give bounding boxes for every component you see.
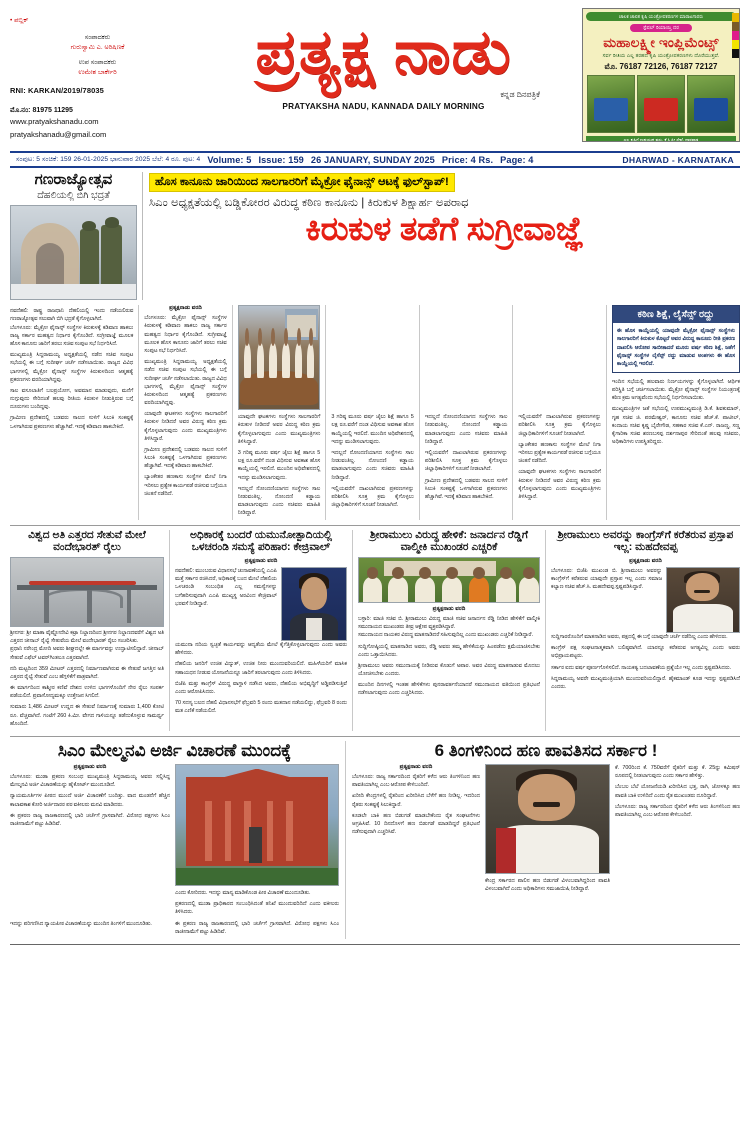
row3-headline-1: ಸಿಎಂ ಮೇಲ್ಮನವಿ ಅರ್ಜಿ ವಿಚಾರಣೆ ಮುಂದಕ್ಕೆ xyxy=(57,740,292,760)
col7-para-2: ಮುಖ್ಯಮಂತ್ರಿಗಳ ಜತೆ ಸಭೆಯಲ್ಲಿ ಉಪಮುಖ್ಯಮಂತ್ರಿ ಡಿ.ಕೆ. ಶಿವಕುಮಾರ್, ಗೃಹ ಸಚಿವ ಜಿ. ಪರಮೇಶ್ವರ್, ಕಾನೂನು ಸಚಿವ ಹೆಚ್.ಕೆ. ಪಾಟೀಲ್, ಕಂದಾಯ ಸಚಿವ ಕೃಷ್ಣ ಬೈರೇಗೌಡ, ಸಹಕಾರ ಸಚಿವ ಕೆ.ಎನ್. ರಾಜಣ್ಣ, ಸಣ್ಣ ಕೈಗಾರಿಕಾ ಸಚಿವ ಶರಣಬಸಪ್ಪ ದರ್ಶನಾಪುರ ಸೇರಿದಂತೆ ಹಲವು ಸಚಿವರು, ಅಧಿಕಾರಿಗಳು ಉಪಸ್ಥಿತರಿದ್ದರು. xyxy=(611,406,740,446)
photo-spacer-3 xyxy=(518,305,601,413)
republic-day-sidebar xyxy=(10,172,143,300)
page-count-label: Page: 4 xyxy=(500,154,534,165)
col2-para-2: ಮುಖ್ಯಮಂತ್ರಿ ಸಿದ್ದರಾಮಯ್ಯ ಅಧ್ಯಕ್ಷತೆಯಲ್ಲಿ ನಡೆದ ಸಚಿವ ಸಂಪುಟ ಸಭೆಯಲ್ಲಿ ಈ ಬಗ್ಗೆ ಸುದೀರ್ಘ ಚರ್ಚೆ ನಡೆಸಲಾಯಿತು. ರಾಜ್ಯದ ವಿವಿಧ ಭಾಗಗಳಲ್ಲಿ ಮೈಕ್ರೋ ಫೈನಾನ್ಸ್ ಸಂಸ್ಥೆಗಳ ಕಿರುಕುಳದಿಂದ ಆತ್ಮಹತ್ಯೆ ಪ್ರಕರಣಗಳು ವರದಿಯಾಗಿದ್ದವು. xyxy=(144,359,227,407)
ad-product-trailer-image xyxy=(687,75,735,133)
row3-s2-flow xyxy=(352,764,740,896)
col1-para-1: ಬೆಂಗಳೂರು: ಮೈಕ್ರೋ ಫೈನಾನ್ಸ್ ಸಂಸ್ಥೆಗಳ ಕಿರುಕುಳಕ್ಕೆ ಕಡಿವಾಣ ಹಾಕಲು ರಾಜ್ಯ ಸರ್ಕಾರ ಮಹತ್ವದ ನಿರ್ಧಾರ ಕೈಗೊಂಡಿದೆ. ಸುಗ್ರೀವಾಜ್ಞೆ ಮೂಲಕ ಹೊಸ ಕಾನೂನು ಜಾರಿಗೆ ತರಲು ಸಚಿವ ಸಂಪುಟ ಸಭೆ ನಿರ್ಧರಿಸಿದೆ. xyxy=(10,324,134,347)
row3-s2-para-2: ಖರೀದಿ ಕೇಂದ್ರಗಳಲ್ಲಿ ರೈತರಿಂದ ಖರೀದಿಸಿದ ಬೆಳೆಗೆ ಹಣ ನೀಡಿಲ್ಲ. ಇದರಿಂದ ರೈತರು ಸಂಕಷ್ಟಕ್ಕೆ ಸಿಲುಕಿದ್ದಾರೆ. xyxy=(352,793,480,808)
row2-headline-4: ಶ್ರೀರಾಮುಲು ಅವರನ್ನು ಕಾಂಗ್ರೆಸ್‌ಗೆ ಕರೆತರುವ ಪ್ರಸ್ತಾಪ ಇಲ್ಲ: ಮಹದೇವಪ್ಪ xyxy=(557,529,734,554)
ad-discount-tag: ಸ್ಪೆಷಲ್ ರಿಯಾಯ್ತಿ ದರ xyxy=(630,24,692,32)
row2-s1-para-3: ಈ ಮಾರ್ಗದಿಂದ ಕಾಶ್ಮೀರ ಕಣಿವೆ ದೇಶದ ಉಳಿದ ಭಾಗಗಳೊಂದಿಗೆ ನೇರ ರೈಲು ಸಂಪರ್ಕ ಪಡೆಯಲಿದೆ. ಪ್ರವಾಸೋದ್ಯಮಕ್ಕೂ ಉತ್ತೇಜನ ಸಿಗಲಿದೆ. xyxy=(10,685,164,700)
row2-story-4 xyxy=(546,530,740,731)
byline-row3-s1: ಪ್ರತ್ಯಕ್ಷನಾಡು ವರದಿ xyxy=(73,764,107,770)
row2-s4-caption: ಬೆಂಗಳೂರು: ಬಿಜೆಪಿ ಮುಖಂಡ ಬಿ. ಶ್ರೀರಾಮುಲು ಅವರನ್ನು ಕಾಂಗ್ರೆಸ್‌ಗೆ ಕರೆತರುವ ಯಾವುದೇ ಪ್ರಸ್ತಾಪ ಇಲ್ಲ ಎಂದು ಸಮಾಜ ಕಲ್ಯಾಣ ಸಚಿವ ಹೆಚ್.ಸಿ. ಮಹದೇವಪ್ಪ ಸ್ಪಷ್ಟಪಡಿಸಿದ್ದಾರೆ. xyxy=(551,568,662,591)
masthead-website[interactable]: www.pratyakshanadu.com xyxy=(10,117,99,127)
row3-s1-para-6: ಇದನ್ನು ಪರಿಗಣಿಸಿದ ನ್ಯಾಯಪೀಠ ವಿಚಾರಣೆಯನ್ನು ಮುಂದಿನ ತಿಂಗಳಿಗೆ ಮುಂದೂಡಿತು. xyxy=(10,920,152,927)
face-shape xyxy=(301,577,328,610)
row2-story-3 xyxy=(353,530,546,731)
republic-day-kicker: ಗಣರಾಜ್ಯೋತ್ಸವ xyxy=(34,171,113,188)
ad-description: ಸರ್ವ ರೀತಿಯ ಎಲ್ಲ ತರಹದ ಕೃಷಿ ಯಂತ್ರೋಪಕರಣಗಳು ದೊರೆಯುತ್ತವೆ. xyxy=(602,53,720,59)
page-bottom-rule xyxy=(10,944,740,945)
col3-para-1: ಯಾವುದೇ ಘಟಕಗಳು ಸಂಸ್ಥೆಗಳು ಸಾಲಗಾರರಿಗೆ ಕಿರುಕುಳ ನೀಡಿದರೆ ಅವರ ವಿರುದ್ಧ ಕಠಿಣ ಕ್ರಮ ಕೈಗೊಳ್ಳಲಾಗುವುದು ಎಂದು ಮುಖ್ಯಮಂತ್ರಿಗಳು ತಿಳಿಸಿದ್ದಾರೆ. xyxy=(237,414,321,445)
row3-s1-para-4: ಎಂದು ಕೋರಿದರು. ಇದನ್ನು ಮಾನ್ಯ ಮಾಡಿಕೊಂಡ ಪೀಠ ವಿಚಾರಣೆ ಮುಂದೂಡಿತು. xyxy=(175,890,311,896)
row3-s1-para-1: ಬೆಂಗಳೂರು: ಮುಡಾ ಪ್ರಕರಣ ಸಂಬಂಧ ಮುಖ್ಯಮಂತ್ರಿ ಸಿದ್ದರಾಮಯ್ಯ ಅವರು ಸಲ್ಲಿಸಿದ್ದ ಮೇಲ್ಮನವಿ ಅರ್ಜಿ ವಿಚಾರಣೆಯನ್ನು ಹೈಕೋರ್ಟ್ ಮುಂದೂಡಿದೆ. xyxy=(10,774,170,789)
row2-s4-para-3: ಸರ್ಕಾರ ಐದು ವರ್ಷ ಪೂರ್ಣಗೊಳಿಸಲಿದೆ. ನಾಯಕತ್ವ ಬದಲಾವಣೆಯ ಪ್ರಶ್ನೆಯೇ ಇಲ್ಲ ಎಂದು ಸ್ಪಷ್ಟಪಡಿಸಿದರು. xyxy=(551,664,732,671)
group-person-3 xyxy=(415,577,435,603)
col4-para-3: ಇಲ್ಲಿಯವರೆಗೆ ದಾಖಲಾಗಿರುವ ಪ್ರಕರಣಗಳನ್ನು ಪರಿಶೀಲಿಸಿ ಸೂಕ್ತ ಕ್ರಮ ಕೈಗೊಳ್ಳಲು ಜಿಲ್ಲಾಧಿಕಾರಿಗಳಿಗೆ ಸೂಚನೆ ನೀಡಲಾಗಿದೆ. xyxy=(331,485,414,509)
date-english: 26 JANUARY, SUNDAY 2025 xyxy=(310,154,435,165)
group-person-1 xyxy=(363,577,383,603)
editor-title-1: ಸಂಪಾದಕರು xyxy=(84,34,111,42)
row-3 xyxy=(10,741,740,939)
byline-row2-s4: ಪ್ರತ್ಯಕ್ಷನಾಡು ವರದಿ xyxy=(629,558,662,565)
row3-s2-para-4: ಕೇಂದ್ರ ಸರ್ಕಾರದ ಪಾಲಿನ ಹಣ ಬಿಡುಗಡೆ ವಿಳಂಬವಾಗಿದ್ದರಿಂದ ಪಾವತಿ ವಿಳಂಬವಾಗಿದೆ ಎಂದು ಅಧಿಕಾರಿಗಳು ಸಮಜಾಯಿಷಿ ನೀಡಿದ್ದಾರೆ. xyxy=(485,878,610,893)
editor-block-1 xyxy=(10,33,185,53)
col4-para-2: ಇದಲ್ಲದೆ ನೋಂದಣಿಯಾಗದ ಸಂಸ್ಥೆಗಳು ಸಾಲ ನೀಡುವಂತಿಲ್ಲ. ನೋಂದಣಿ ಕಡ್ಡಾಯ ಮಾಡಲಾಗುವುದು ಎಂದು ಸಚಿವರು ಮಾಹಿತಿ ನೀಡಿದ್ದಾರೆ. xyxy=(331,449,414,481)
minister-moustache-shape xyxy=(533,802,560,807)
col5-para-3: ಗ್ರಾಮೀಣ ಪ್ರದೇಶದಲ್ಲಿ ಬಡವರು ಸಾಲದ ಸುಳಿಗೆ ಸಿಲುಕಿ ಸಂಕಷ್ಟಕ್ಕೆ ಒಳಗಾಗಿರುವ ಪ್ರಕರಣಗಳು ಹೆಚ್ಚಾಗಿವೆ. ಇದಕ್ಕೆ ಕಡಿವಾಣ ಹಾಕಬೇಕಿದೆ. xyxy=(424,477,508,500)
row2-headline-3: ಶ್ರೀರಾಮುಲು ವಿರುದ್ಧ ಹೇಳಿಕೆ: ಜನಾರ್ದನ ರೆಡ್ಡಿಗೆ ವಾಲ್ಮೀಕಿ ಮುಖಂಡರ ಎಚ್ಚರಿಕೆ xyxy=(370,529,528,554)
statue-shape xyxy=(249,827,262,863)
group-person-4 xyxy=(442,577,462,603)
garden-shape xyxy=(176,868,338,885)
row2-s2-para-4: 70 ಸದಸ್ಯ ಬಲದ ದೆಹಲಿ ವಿಧಾನಸಭೆಗೆ ಫೆಬ್ರವರಿ 5 ರಂದು ಮತದಾನ ನಡೆಯಲಿದ್ದು, ಫೆಬ್ರವರಿ 8 ರಂದು ಮತ ಎಣಿಕೆ ನಡೆಯಲಿದೆ. xyxy=(175,700,347,715)
row2-s1-para-1: ಪ್ರಧಾನಿ ನರೇಂದ್ರ ಮೋದಿ ಅವರು ಶೀಘ್ರದಲ್ಲೇ ಈ ಮಾರ್ಗವನ್ನು ಉದ್ಘಾಟಿಸಲಿದ್ದಾರೆ. ಚೀನಾಬ್ ಸೇತುವೆ ಎಫೆಲ್ ಟವರ್‌ಗಿಂತಲೂ ಎತ್ತರವಾಗಿದೆ. xyxy=(10,646,164,661)
row2-s4-para-1: ಸುದ್ದಿಗಾರರೊಂದಿಗೆ ಮಾತನಾಡಿದ ಅವರು, ಪಕ್ಷದಲ್ಲಿ ಈ ಬಗ್ಗೆ ಯಾವುದೇ ಚರ್ಚೆ ನಡೆದಿಲ್ಲ ಎಂದು ಹೇಳಿದರು. xyxy=(551,634,728,641)
minister-scarf-shape xyxy=(496,828,516,873)
row3-s1-para-5: ಪ್ರಕರಣದಲ್ಲಿ ಮುಡಾ ಪ್ರಾಧಿಕಾರದ ಸಂಬಂಧಿಸಿದಂತೆ ತನಿಖೆ ಮುಂದುವರಿದಿದೆ ಎಂದು ವಕೀಲರು ತಿಳಿಸಿದರು. xyxy=(175,901,339,916)
lead-main-headline: ಕಿರುಕುಳ ತಡೆಗೆ ಸುಗ್ರೀವಾಜ್ಞೆ xyxy=(305,209,584,247)
kurta-shape xyxy=(673,604,733,632)
harsh-punishment-box-body: ಈ ಹೊಸ ಕಾಯ್ದೆಯಲ್ಲಿ ಯಾವುದೇ ಮೈಕ್ರೋ ಫೈನಾನ್ಸ್ ಸಂಸ್ಥೆಗಳು ಸಾಲಗಾರರಿಗೆ ಕಿರುಕುಳ ಕೊಟ್ಟರೆ ಅವರ ವಿರುದ್ಧ ಕಾನೂನು ರೀತಿ ಪ್ರಕರಣ ದಾಖಲಿಸಿ ಆರೋಪ ಸಾಬೀತಾದರೆ ಮೂರು ವರ್ಷ ಕಠಿಣ ಶಿಕ್ಷೆ, ಜತೆಗೆ ಫೈನಾನ್ಸ್ ಸಂಸ್ಥೆಗಳ ಲೈಸೆನ್ಸ್ ರದ್ದು ಮಾಡುವ ಅಂಶಗಳು ಈ ಹೊಸ ಕಾಯ್ದೆಯಲ್ಲಿ ಇರಲಿದೆ. xyxy=(616,328,735,367)
place-label: DHARWAD - KARNATAKA xyxy=(622,154,734,165)
republic-day-subhead: ದೆಹಲಿಯಲ್ಲಿ ಬಿಗಿ ಭದ್ರತೆ xyxy=(37,189,110,201)
bridge-pier-2 xyxy=(87,590,92,623)
row2-s2-flow xyxy=(175,567,347,641)
col7-para-1: ಇಂದಿನ ಸಭೆಯಲ್ಲಿ ಹಲವಾರು ನಿರ್ಣಯಗಳನ್ನು ಕೈಗೊಳ್ಳಲಾಗಿದೆ. ಆರ್ಥಿಕ ಪರಿಸ್ಥಿತಿ ಬಗ್ಗೆ ಚರ್ಚಿಸಲಾಯಿತು. ಮೈಕ್ರೋ ಫೈನಾನ್ಸ್ ಸಂಸ್ಥೆಗಳ ನಿಯಂತ್ರಣಕ್ಕೆ ಕಠಿಣ ಕ್ರಮ ಅಗತ್ಯವೆಂದು ಸಭೆಯಲ್ಲಿ ನಿರ್ಧರಿಸಲಾಯಿತು. xyxy=(611,378,740,402)
republic-day-caption: ನವದೆಹಲಿ: ರಾಷ್ಟ್ರ ರಾಜಧಾನಿ ದೆಹಲಿಯಲ್ಲಿ ಇಂದು ನಡೆಯಲಿರುವ ಗಣರಾಜ್ಯೋತ್ಸವ ಸಲುವಾಗಿ ಬಿಗಿ ಭದ್ರತೆ ಕೈಗೊಳ್ಳಲಾಗಿದೆ. xyxy=(10,308,134,322)
row2-story-2 xyxy=(170,530,353,731)
row3-s2-para-7: ಬೆಂಗಳೂರು: ರಾಜ್ಯ ಸರ್ಕಾರದಿಂದ ರೈತರಿಗೆ ಕಳೆದ ಆರು ತಿಂಗಳಿನಿಂದ ಹಣ ಪಾವತಿಯಾಗಿಲ್ಲ ಎಂಬ ಆರೋಪ ಕೇಳಿಬಂದಿದೆ. xyxy=(615,803,740,818)
column-2 xyxy=(139,305,233,520)
karnataka-high-court-photo xyxy=(175,764,339,886)
byline-row2-s2: ಪ್ರತ್ಯಕ್ಷನಾಡು ವರದಿ xyxy=(244,558,278,565)
india-gate-shape xyxy=(21,223,79,290)
photo-spacer xyxy=(331,305,414,413)
highlight-banner: ಹೊಸ ಕಾನೂನು ಜಾರಿಯಿಂದ ಸಾಲಗಾರರಿಗೆ ಮೈಕ್ರೋ ಫೈನಾನ್ಸ್ ಆಟಕ್ಕೆ ಫುಲ್‌ಸ್ಟಾಪ್! xyxy=(149,173,455,192)
row2-s1-para-4: ಸುಮಾರು 1,486 ಮೀಟರ್ ಉದ್ದದ ಈ ಸೇತುವೆ ನಿರ್ಮಾಣಕ್ಕೆ ಸುಮಾರು 1,400 ಕೋಟಿ ರೂ. ವೆಚ್ಚವಾಗಿದೆ. ಗಂಟೆಗೆ 260 ಕಿ.ಮೀ. ವೇಗದ ಗಾಳಿಯನ್ನೂ ತಡೆದುಕೊಳ್ಳುವ ಸಾಮರ್ಥ್ಯ ಹೊಂದಿದೆ. xyxy=(10,704,164,727)
masthead-phone: ಮೊ.ನಂ: 81975 11295 xyxy=(10,106,73,114)
col3-para-3: ಇದಲ್ಲದೆ ನೋಂದಣಿಯಾಗದ ಸಂಸ್ಥೆಗಳು ಸಾಲ ನೀಡುವಂತಿಲ್ಲ. ನೋಂದಣಿ ಕಡ್ಡಾಯ ಮಾಡಲಾಗುವುದು ಎಂದು ಸಚಿವರು ಮಾಹಿತಿ ನೀಡಿದ್ದಾರೆ. xyxy=(237,485,321,517)
row3-s1-bottom-right xyxy=(175,920,339,939)
row2-s4-flow xyxy=(551,567,740,633)
row3-s1-right xyxy=(175,764,339,920)
editor-name-2: ಉಮೇಶ ಬಾರ್ಕೇರಿ xyxy=(78,69,117,77)
row2-s4-text-left xyxy=(551,567,662,633)
row3-s2-para-1: ಬೆಂಗಳೂರು: ರಾಜ್ಯ ಸರ್ಕಾರದಿಂದ ರೈತರಿಗೆ ಕಳೆದ ಆರು ತಿಂಗಳಿನಿಂದ ಹಣ ಪಾವತಿಯಾಗಿಲ್ಲ ಎಂಬ ಆರೋಪ ಕೇಳಿಬಂದಿದೆ. xyxy=(352,774,480,789)
column-4 xyxy=(326,305,420,520)
col5-para-1: ಇದಲ್ಲದೆ ನೋಂದಣಿಯಾಗದ ಸಂಸ್ಥೆಗಳು ಸಾಲ ನೀಡುವಂತಿಲ್ಲ. ನೋಂದಣಿ ಕಡ್ಡಾಯ ಮಾಡಲಾಗುವುದು ಎಂದು ಸಚಿವರು ಮಾಹಿತಿ ನೀಡಿದ್ದಾರೆ. xyxy=(424,414,508,445)
rni-number: RNI: KARKAN/2019/78035 xyxy=(10,86,104,96)
row2-s3-para-4: ಮುಂದಿನ ದಿನಗಳಲ್ಲಿ ಇಂತಹ ಹೇಳಿಕೆಗಳು ಪುನರಾವರ್ತನೆಯಾದರೆ ಸಮುದಾಯದ ವತಿಯಿಂದ ಪ್ರತಿಭಟನೆ ನಡೆಸಲಾಗುವುದು ಎಂದು ಎಚ್ಚರಿಸಿದರು. xyxy=(358,682,540,697)
editor-name-1: ಗುರುಸ್ವಾಮಿ ಎ. ಅರಿಷಿಣಕೆ xyxy=(70,44,125,52)
lead-headline-block xyxy=(143,172,740,300)
court-column-1 xyxy=(205,801,211,861)
person-4 xyxy=(282,343,289,378)
row2-s2-para-3: ಬಿಜೆಪಿ ಮತ್ತು ಕಾಂಗ್ರೆಸ್ ವಿರುದ್ಧ ವಾಗ್ದಾಳಿ ನಡೆಸಿದ ಅವರು, ದೆಹಲಿಯ ಅಭಿವೃದ್ಧಿಗೆ ಅಡ್ಡಿಪಡಿಸುತ್ತಿವೆ ಎಂದು ಆರೋಪಿಸಿದರು. xyxy=(175,680,347,695)
lead-subheadline: ಸಿಎಂ ಅಧ್ಯಕ್ಷತೆಯಲ್ಲಿ ಬಡ್ಡಿಕೋರರ ವಿರುದ್ಧ ಕಠಿಣ ಕಾನೂನು | ಕಿರುಕುಳ ಶಿಕ್ಷಾರ್ಹ ಅಪರಾಧ xyxy=(149,196,469,210)
row3-s2-para-3: ಕೂಡಲೇ ಬಾಕಿ ಹಣ ಬಿಡುಗಡೆ ಮಾಡಬೇಕೆಂದು ರೈತ ಸಂಘಟನೆಗಳು ಆಗ್ರಹಿಸಿವೆ. 10 ದಿನದೊಳಗೆ ಹಣ ಬಿಡುಗಡೆ ಮಾಡದಿದ್ದರೆ ಪ್ರತಿಭಟನೆ ನಡೆಸುವುದಾಗಿ ಎಚ್ಚರಿಸಿವೆ. xyxy=(352,812,480,836)
masthead xyxy=(10,8,740,148)
col6-para-3: ಯಾವುದೇ ಘಟಕಗಳು ಸಂಸ್ಥೆಗಳು ಸಾಲಗಾರರಿಗೆ ಕಿರುಕುಳ ನೀಡಿದರೆ ಅವರ ವಿರುದ್ಧ ಕಠಿಣ ಕ್ರಮ ಕೈಗೊಳ್ಳಲಾಗುವುದು ಎಂದು ಮುಖ್ಯಮಂತ್ರಿಗಳು ತಿಳಿಸಿದ್ದಾರೆ. xyxy=(518,469,601,500)
row3-headline-2: 6 ತಿಂಗಳಿನಿಂದ ಹಣ ಪಾವತಿಸದ ಸರ್ಕಾರ ! xyxy=(434,740,658,760)
row2-s2-text-left xyxy=(175,567,277,641)
row3-s1-bottom xyxy=(10,920,339,939)
row2-s4-para-2: ಕಾಂಗ್ರೆಸ್ ಪಕ್ಷ ಸಂಘಟನಾತ್ಮಕವಾಗಿ ಬಲಿಷ್ಠವಾಗಿದೆ. ಯಾರನ್ನೂ ಕರೆತರುವ ಅಗತ್ಯವಿಲ್ಲ ಎಂದು ಅವರು ಅಭಿಪ್ರಾಯಪಟ್ಟರು. xyxy=(551,645,740,660)
row2-s2-caption: ನವದೆಹಲಿ: ಮುಂಬರುವ ವಿಧಾನಸಭೆ ಚುನಾವಣೆಯಲ್ಲಿ ಎಎಪಿ ಮತ್ತೆ ಸರ್ಕಾರ ರಚಿಸಿದರೆ, ಅಧಿಕಾರಕ್ಕೆ ಬಂದ ಮೇಲೆ ದೆಹಲಿಯ ಒಳಚರಂಡಿ ಸಂಬಂಧಿತ ಎಲ್ಲ ಸಮಸ್ಯೆಗಳನ್ನು ಬಗೆಹರಿಸುವುದಾಗಿ ಎಎಪಿ ಮುಖ್ಯಸ್ಥ ಅರವಿಂದ ಕೇಜ್ರಿವಾಲ್ ಭರವಸೆ ನೀಡಿದ್ದಾರೆ. xyxy=(175,568,277,607)
col3-para-2: 3 ಗರಿಷ್ಠ ಮೂರು ವರ್ಷ ಜೈಲು ಶಿಕ್ಷೆ ಹಾಗೂ 5 ಲಕ್ಷ ರೂ.ವರೆಗೆ ದಂಡ ವಿಧಿಸುವ ಅವಕಾಶ ಹೊಸ ಕಾಯ್ದೆಯಲ್ಲಿ ಇರಲಿದೆ. ಮುಂದಿನ ಅಧಿವೇಶನದಲ್ಲಿ ಇದನ್ನು ಮಂಡಿಸಲಾಗುವುದು. xyxy=(237,449,321,481)
col1-para-3: ಸಾಲ ವಸೂಲಾತಿಗೆ ಬಲಪ್ರಯೋಗ, ಅವಮಾನ ಮಾಡುವುದು, ಮನೆಗೆ ನುಗ್ಗುವುದು ಸೇರಿದಂತೆ ಹಲವು ರೀತಿಯ ಕಿರುಕುಳ ನೀಡುತ್ತಿರುವ ಬಗ್ಗೆ ದೂರುಗಳು ಬಂದಿದ್ದವು. xyxy=(10,387,134,411)
minister-face-shape xyxy=(518,774,575,822)
row2-s2-para-2: ದೆಹಲಿಯ ಜನರಿಗೆ ಉಚಿತ ವಿದ್ಯುತ್, ಉಚಿತ ನೀರು ಮುಂದುವರಿಯಲಿದೆ. ಮಹಿಳೆಯರಿಗೆ ಮಾಸಿಕ ಸಹಾಯಧನ ನೀಡುವ ಯೋಜನೆಯನ್ನೂ ಜಾರಿಗೆ ತರಲಾಗುವುದು ಎಂದು ತಿಳಿಸಿದರು. xyxy=(175,661,347,676)
byline-row3-s2: ಪ್ರತ್ಯಕ್ಷನಾಡು ವರದಿ xyxy=(399,764,433,770)
row3-story-2 xyxy=(346,741,740,939)
byline-col2: ಪ್ರತ್ಯಕ್ಷನಾಡು ವರದಿ xyxy=(169,305,202,312)
chenab-bridge-photo xyxy=(10,557,164,627)
row-2 xyxy=(10,530,740,731)
row2-caption-3: ಬಳ್ಳಾರಿ: ಮಾಜಿ ಸಚಿವ ಬಿ. ಶ್ರೀರಾಮುಲು ವಿರುದ್ಧ ಮಾಜಿ ಸಚಿವ ಜನಾರ್ದನ ರೆಡ್ಡಿ ನೀಡಿದ ಹೇಳಿಕೆಗೆ ವಾಲ್ಮೀಕಿ ಸಮುದಾಯದ ಮುಖಂಡರು ತೀವ್ರ ಆಕ್ಷೇಪ ವ್ಯಕ್ತಪಡಿಸಿದ್ದಾರೆ. xyxy=(358,616,540,630)
issue-label: Issue: 159 xyxy=(258,154,304,165)
col2-para-1: ಬೆಂಗಳೂರು: ಮೈಕ್ರೋ ಫೈನಾನ್ಸ್ ಸಂಸ್ಥೆಗಳ ಕಿರುಕುಳಕ್ಕೆ ಕಡಿವಾಣ ಹಾಕಲು ರಾಜ್ಯ ಸರ್ಕಾರ ಮಹತ್ವದ ನಿರ್ಧಾರ ಕೈಗೊಂಡಿದೆ. ಸುಗ್ರೀವಾಜ್ಞೆ ಮೂಲಕ ಹೊಸ ಕಾನೂನು ಜಾರಿಗೆ ತರಲು ಸಚಿವ ಸಂಪುಟ ಸಭೆ ನಿರ್ಧರಿಸಿದೆ. xyxy=(144,315,227,354)
row2-headline-1: ವಿಶ್ವದ ಅತಿ ಎತ್ತರದ ಸೇತುವೆ ಮೇಲೆ ವಂದೇಭಾರತ್ ರೈಲು xyxy=(28,529,146,554)
row3-s2-para-5: ಕೆ. 700ರಿಂದ ಕೆ. 750ವರೆಗೆ ರೈತರಿಗೆ ಮತ್ತು ಕೆ. 25ನ್ನು ಕಮಿಷನ್ ರೂಪದಲ್ಲಿ ನೀಡಲಾಗುವುದು ಎಂದು ಸರ್ಕಾರ ಹೇಳಿತ್ತು. xyxy=(615,765,740,780)
bridge-pier-3 xyxy=(127,590,132,623)
editor-block-2 xyxy=(10,58,185,78)
row2-s3-para-1: ಸಮುದಾಯದ ನಾಯಕರ ವಿರುದ್ಧ ಮಾತನಾಡಿದರೆ ಸಹಿಸುವುದಿಲ್ಲ ಎಂದು ಮುಖಂಡರು ಎಚ್ಚರಿಕೆ ನೀಡಿದ್ದಾರೆ. xyxy=(358,632,534,639)
row2-s2-para-1: ಯಮುನಾ ನದಿಯ ಸ್ವಚ್ಛತೆ ಕಾರ್ಯವನ್ನು ಆದ್ಯತೆಯ ಮೇಲೆ ಕೈಗೆತ್ತಿಕೊಳ್ಳಲಾಗುವುದು ಎಂದು ಅವರು ಹೇಳಿದರು. xyxy=(175,642,347,657)
col2-para-3: ಯಾವುದೇ ಘಟಕಗಳು ಸಂಸ್ಥೆಗಳು ಸಾಲಗಾರರಿಗೆ ಕಿರುಕುಳ ನೀಡಿದರೆ ಅವರ ವಿರುದ್ಧ ಕಠಿಣ ಕ್ರಮ ಕೈಗೊಳ್ಳಲಾಗುವುದು ಎಂದು ಮುಖ್ಯಮಂತ್ರಿಗಳು ತಿಳಿಸಿದ್ದಾರೆ. xyxy=(144,411,227,442)
valmiki-leaders-meeting-photo xyxy=(358,557,540,603)
court-column-5 xyxy=(286,801,292,861)
masthead-left-info xyxy=(10,8,185,141)
main-columns xyxy=(10,305,740,520)
person-6 xyxy=(307,343,314,378)
person-5 xyxy=(295,343,302,378)
date-info-bar xyxy=(10,151,740,168)
col6-para-2: ಬ್ಯಾಂಕೇತರ ಹಣಕಾಸು ಸಂಸ್ಥೆಗಳ ಮೇಲೆ ನಿಗಾ ಇರಿಸಲು ಪ್ರತ್ಯೇಕ ಕಾರ್ಯಪಡೆ ರಚಿಸುವ ಬಗ್ಗೆಯೂ ಚಿಂತನೆ ನಡೆದಿದೆ. xyxy=(518,441,601,465)
soldier-head-2 xyxy=(105,217,119,227)
column-6 xyxy=(513,305,607,520)
col2-para-4: ಗ್ರಾಮೀಣ ಪ್ರದೇಶದಲ್ಲಿ ಬಡವರು ಸಾಲದ ಸುಳಿಗೆ ಸಿಲುಕಿ ಸಂಕಷ್ಟಕ್ಕೆ ಒಳಗಾಗಿರುವ ಪ್ರಕರಣಗಳು ಹೆಚ್ಚಾಗಿವೆ. ಇದಕ್ಕೆ ಕಡಿವಾಣ ಹಾಕಬೇಕಿದೆ. xyxy=(144,446,227,470)
col6-para-1: ಇಲ್ಲಿಯವರೆಗೆ ದಾಖಲಾಗಿರುವ ಪ್ರಕರಣಗಳನ್ನು ಪರಿಶೀಲಿಸಿ ಸೂಕ್ತ ಕ್ರಮ ಕೈಗೊಳ್ಳಲು ಜಿಲ್ಲಾಧಿಕಾರಿಗಳಿಗೆ ಸೂಚನೆ ನೀಡಲಾಗಿದೆ. xyxy=(518,414,601,437)
group-person-2 xyxy=(388,577,408,603)
row3-s1-para-7: ಈ ಪ್ರಕರಣ ರಾಜ್ಯ ರಾಜಕಾರಣದಲ್ಲಿ ಭಾರಿ ಚರ್ಚೆಗೆ ಗ್ರಾಸವಾಗಿದೆ. ವಿರೋಧ ಪಕ್ಷಗಳು ಸಿಎಂ ರಾಜೀನಾಮೆಗೆ ಪಟ್ಟು ಹಿಡಿದಿವೆ. xyxy=(175,920,339,935)
kejriwal-photo xyxy=(281,567,347,641)
row3-s1-para-2: ನ್ಯಾಯಮೂರ್ತಿಗಳ ಪೀಠದ ಮುಂದೆ ಅರ್ಜಿ ವಿಚಾರಣೆಗೆ ಬಂದಿತ್ತು. ವಾದ ಮಂಡನೆಗೆ ಹೆಚ್ಚಿನ ಕಾಲಾವಕಾಶ ಕೋರಿ ಅರ್ಜಿದಾರರ ಪರ ವಕೀಲರು ಮನವಿ ಮಾಡಿದರು. xyxy=(10,793,170,808)
col1-para-2: ಮುಖ್ಯಮಂತ್ರಿ ಸಿದ್ದರಾಮಯ್ಯ ಅಧ್ಯಕ್ಷತೆಯಲ್ಲಿ ನಡೆದ ಸಚಿವ ಸಂಪುಟ ಸಭೆಯಲ್ಲಿ ಈ ಬಗ್ಗೆ ಸುದೀರ್ಘ ಚರ್ಚೆ ನಡೆಸಲಾಯಿತು. ರಾಜ್ಯದ ವಿವಿಧ ಭಾಗಗಳಲ್ಲಿ ಮೈಕ್ರೋ ಫೈನಾನ್ಸ್ ಸಂಸ್ಥೆಗಳ ಕಿರುಕುಳದಿಂದ ಆತ್ಮಹತ್ಯೆ ಪ್ರಕರಣಗಳು ವರದಿಯಾಗಿದ್ದವು. xyxy=(10,352,134,383)
court-column-2 xyxy=(225,801,231,861)
row3-s2-text-left xyxy=(352,764,480,896)
lead-story-block xyxy=(10,172,740,300)
row2-s3-para-2: ಸುದ್ದಿಗೋಷ್ಠಿಯಲ್ಲಿ ಮಾತನಾಡಿದ ಅವರು, ರೆಡ್ಡಿ ಅವರು ತಮ್ಮ ಹೇಳಿಕೆಯನ್ನು ಹಿಂಪಡೆದು ಕ್ಷಮೆಯಾಚಿಸಬೇಕು ಎಂದು ಒತ್ತಾಯಿಸಿದರು. xyxy=(358,643,540,658)
row3-story-1 xyxy=(10,741,346,939)
face-shape-2 xyxy=(686,573,719,601)
ad-product-images xyxy=(587,75,735,133)
row2-s4-para-4: ಸಿದ್ದರಾಮಯ್ಯ ಅವರೇ ಮುಖ್ಯಮಂತ್ರಿಯಾಗಿ ಮುಂದುವರಿಯಲಿದ್ದಾರೆ. ಹೈಕಮಾಂಡ್ ಕೂಡ ಇದನ್ನು ಸ್ಪಷ್ಟಪಡಿಸಿದೆ ಎಂದರು. xyxy=(551,675,740,690)
row3-s1-flow xyxy=(10,764,339,920)
ad-phone-numbers: ಮೊ. 76187 72126, 76187 72127 xyxy=(604,62,718,71)
column-7 xyxy=(607,305,740,520)
row3-s1-para-3: ಈ ಪ್ರಕರಣ ರಾಜ್ಯ ರಾಜಕಾರಣದಲ್ಲಿ ಭಾರಿ ಚರ್ಚೆಗೆ ಗ್ರಾಸವಾಗಿದೆ. ವಿರೋಧ ಪಕ್ಷಗಳು ಸಿಎಂ ರಾಜೀನಾಮೆಗೆ ಪಟ್ಟು ಹಿಡಿದಿವೆ. xyxy=(10,812,170,827)
harsh-punishment-box-title: ಕಠಿಣ ಶಿಕ್ಷೆ, ಲೈಸೆನ್ಸ್ ರದ್ದು xyxy=(613,306,739,323)
ad-footer: ಎಲ್ಲ ಕೃಷಿಗೆ ಉಪಯುಕ್ತ ವಸ್ತು, ಕೆ ಸಿ ಫ್ರೀ ಸೇವೆ, ಧಾರವಾಡ xyxy=(586,136,736,142)
row2-story-1 xyxy=(10,530,170,731)
col1-para-4: ಗ್ರಾಮೀಣ ಪ್ರದೇಶದಲ್ಲಿ ಬಡವರು ಸಾಲದ ಸುಳಿಗೆ ಸಿಲುಕಿ ಸಂಕಷ್ಟಕ್ಕೆ ಒಳಗಾಗಿರುವ ಪ್ರಕರಣಗಳು ಹೆಚ್ಚಾಗಿವೆ. ಇದಕ್ಕೆ ಕಡಿವಾಣ ಹಾಕಬೇಕಿದೆ. xyxy=(10,415,134,430)
court-column-4 xyxy=(267,801,273,861)
row3-s2-center xyxy=(485,764,610,896)
volume-label: Volume: 5 xyxy=(207,154,252,165)
masthead-advertisement[interactable] xyxy=(582,8,740,142)
soldier-head-1 xyxy=(82,221,96,231)
group-person-6 xyxy=(496,577,516,603)
col5-para-2: ಇಲ್ಲಿಯವರೆಗೆ ದಾಖಲಾಗಿರುವ ಪ್ರಕರಣಗಳನ್ನು ಪರಿಶೀಲಿಸಿ ಸೂಕ್ತ ಕ್ರಮ ಕೈಗೊಳ್ಳಲು ಜಿಲ್ಲಾಧಿಕಾರಿಗಳಿಗೆ ಸೂಚನೆ ನೀಡಲಾಗಿದೆ. xyxy=(424,449,508,473)
train-shape xyxy=(29,581,135,585)
row3-s2-para-6: ಬೆಂಬಲ ಬೆಲೆ ಯೋಜನೆಯಡಿ ಖರೀದಿಸಿದ ಭತ್ತ, ರಾಗಿ, ಜೋಳಕ್ಕೂ ಹಣ ಪಾವತಿ ಬಾಕಿ ಉಳಿದಿದೆ ಎಂದು ರೈತ ಮುಖಂಡರು ದೂರಿದ್ದಾರೆ. xyxy=(615,784,740,799)
masthead-contact xyxy=(10,105,185,141)
harsh-punishment-box xyxy=(612,305,740,373)
person-3 xyxy=(269,343,276,378)
price-label: Price: 4 Rs. xyxy=(441,154,494,165)
group-person-7 xyxy=(519,577,539,603)
shirt-shape xyxy=(306,618,321,640)
row2-headline-2: ಅಧಿಕಾರಕ್ಕೆ ಬಂದರೆ ಯಮುನೋತ್ಪಾದಿಯಲ್ಲಿ ಒಳಚರಂಡಿ ಸಮಸ್ಯೆ ಪರಿಹಾರ: ಕೇಜ್ರಿವಾಲ್ xyxy=(189,529,333,554)
editor-title-2: ಉಪ ಸಂಪಾದಕರು xyxy=(78,59,117,67)
moustache-shape xyxy=(694,590,710,593)
cabinet-meeting-photo xyxy=(238,305,321,410)
row3-s1-bottom-left xyxy=(10,920,170,939)
col2-para-5: ಬ್ಯಾಂಕೇತರ ಹಣಕಾಸು ಸಂಸ್ಥೆಗಳ ಮೇಲೆ ನಿಗಾ ಇರಿಸಲು ಪ್ರತ್ಯೇಕ ಕಾರ್ಯಪಡೆ ರಚಿಸುವ ಬಗ್ಗೆಯೂ ಚಿಂತನೆ ನಡೆದಿದೆ. xyxy=(144,474,227,497)
photo-spacer-2 xyxy=(425,305,508,413)
column-1 xyxy=(10,305,139,520)
masthead-bullet: • ಪಬ್ಲಿಕ್ xyxy=(10,17,29,24)
vehicle-shape xyxy=(11,284,136,300)
row3-s1-text-left xyxy=(10,764,170,920)
byline-row2-s3: ಪ್ರತ್ಯಕ್ಷನಾಡು ವರದಿ xyxy=(432,606,466,613)
col4-para-1: 3 ಗರಿಷ್ಠ ಮೂರು ವರ್ಷ ಜೈಲು ಶಿಕ್ಷೆ ಹಾಗೂ 5 ಲಕ್ಷ ರೂ.ವರೆಗೆ ದಂಡ ವಿಧಿಸುವ ಅವಕಾಶ ಹೊಸ ಕಾಯ್ದೆಯಲ್ಲಿ ಇರಲಿದೆ. ಮುಂದಿನ ಅಧಿವೇಶನದಲ್ಲಿ ಇದನ್ನು ಮಂಡಿಸಲಾಗುವುದು. xyxy=(331,414,414,445)
column-5 xyxy=(420,305,514,520)
masthead-center xyxy=(185,8,582,111)
tagline-english: PRATYAKSHA NADU, KANNADA DAILY MORNING xyxy=(282,102,485,111)
color-registration-strip xyxy=(732,13,739,58)
table-shape xyxy=(240,371,317,405)
mahadevappa-photo xyxy=(666,567,740,633)
bridge-pier-1 xyxy=(44,590,49,623)
bridge-arch xyxy=(44,588,123,608)
masthead-email[interactable]: pratyakshanadu@gmail.com xyxy=(10,129,107,139)
ad-top-banner: ಚಾಲಕ ಚಾಲಿತ ಕೃಷಿ ಯಂತ್ರೋಪಕರಣಗಳ ಮಾರಾಟಗಾರರು xyxy=(586,12,736,21)
group-person-5 xyxy=(469,577,489,603)
ad-company-name: ಮಹಾಲಕ್ಷ್ಮೀ ಇಂಪ್ಲಿಮೆಂಟ್ಸ್ xyxy=(603,35,719,50)
column-3 xyxy=(233,305,327,520)
date-kannada: ಸಂಪುಟ: 5 ಸಂಚಿಕೆ: 159 26-01-2025 ಭಾನುವಾರ 2025 ಬೆಲೆ: 4 ರೂ. ಪುಟ: 4 xyxy=(16,155,201,163)
republic-day-security-photo xyxy=(10,205,137,300)
person-1 xyxy=(244,343,251,378)
person-2 xyxy=(257,343,264,378)
row2-s1-para-2: ನದಿ ಮಟ್ಟದಿಂದ 359 ಮೀಟರ್ ಎತ್ತರದಲ್ಲಿ ನಿರ್ಮಾಣವಾಗಿರುವ ಈ ಸೇತುವೆ ಜಗತ್ತಿನ ಅತಿ ಎತ್ತರದ ರೈಲ್ವೆ ಸೇತುವೆ ಎಂಬ ಹೆಗ್ಗಳಿಕೆಗೆ ಪಾತ್ರವಾಗಿದೆ. xyxy=(10,665,164,680)
row2-s3-para-3: ಶ್ರೀರಾಮುಲು ಅವರು ಸಮುದಾಯಕ್ಕೆ ನೀಡಿರುವ ಕೊಡುಗೆ ಅಪಾರ. ಅವರ ವಿರುದ್ಧ ಮಾತನಾಡುವ ಮೊದಲು ಯೋಚಿಸಬೇಕು ಎಂದರು. xyxy=(358,662,540,678)
minister-photo xyxy=(485,764,610,874)
ad-product-plough-image xyxy=(587,75,635,133)
row2-caption-1: ಶ್ರೀನಗರ: ಶ್ರೀ ಮಾತಾ ವೈಷ್ಣೋದೇವಿ ಕಟ್ರಾ ನಿಲ್ದಾಣದಿಂದ ಶ್ರೀನಗರ ನಿಲ್ದಾಣದವರೆಗೆ ವಿಶ್ವದ ಅತಿ ಎತ್ತರದ ಚೀನಾಬ್ ರೈಲ್ವೆ ಸೇತುವೆಯ ಮೇಲೆ ವಂದೇಭಾರತ್ ರೈಲು ಸಂಚರಿಸಿತು. xyxy=(10,630,164,644)
ad-product-rotavator-image xyxy=(637,75,685,133)
row3-s2-right xyxy=(615,764,740,896)
tagline-kannada: ಕನ್ನಡ ದಿನಪತ್ರಿಕೆ xyxy=(500,90,540,99)
newspaper-logo: ಪ್ರತ್ಯಕ್ಷ ನಾಡು xyxy=(255,18,512,87)
